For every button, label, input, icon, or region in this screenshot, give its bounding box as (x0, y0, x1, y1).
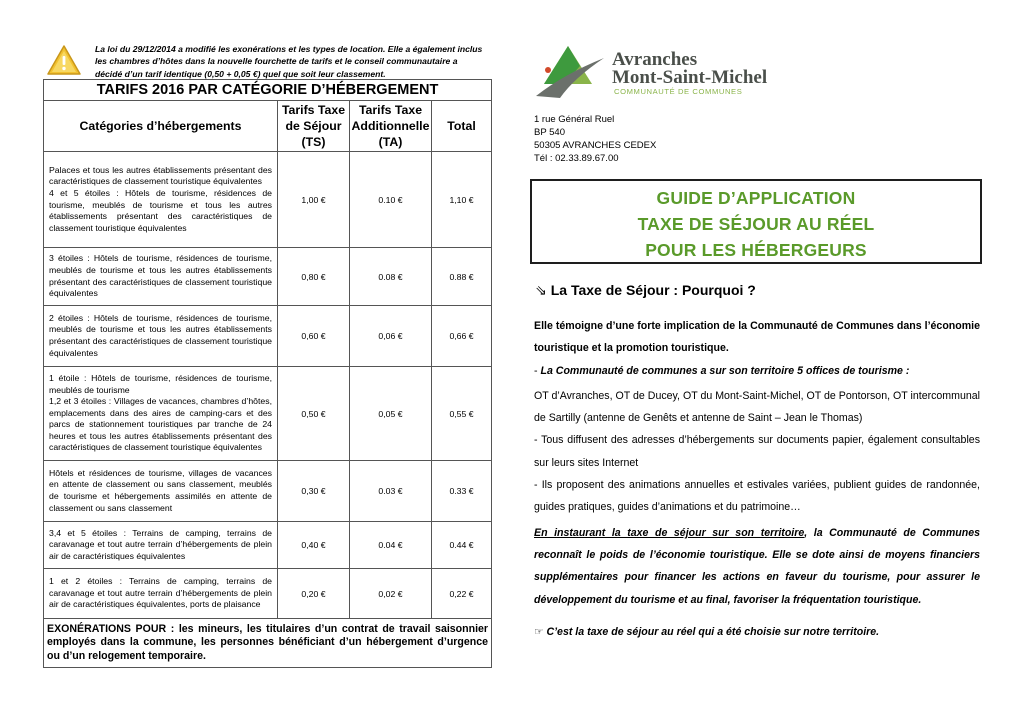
table-header-row (44, 101, 492, 152)
row-ta: 0,06 € (350, 306, 432, 367)
row-category: 1 et 2 étoiles : Terrains de camping, terrains de caravanage et tout autre terrain d’hébergements de plein air de caractéristiques équivalentes, ports de plaisance (44, 569, 278, 619)
row-ta: 0.10 € (350, 152, 432, 248)
row-total: 0,22 € (432, 569, 492, 619)
pointing-hand-icon: ☞ (534, 626, 544, 638)
bullet-diffusion: - Tous diffusent des adresses d’hébergements sur documents papier, également consultables sur leurs sites Internet (534, 434, 980, 469)
brand-name-line1: Avranches (612, 49, 698, 70)
row-ta: 0,05 € (350, 367, 432, 461)
closing-note: ☞ C’est la taxe de séjour au réel qui a été choisie sur notre territoire. (534, 626, 880, 638)
table-row (44, 461, 492, 522)
exonerations-note: EXONÉRATIONS POUR : les mineurs, les titulaires d’un contrat de travail saisonnier employés dans la commune, les personnes bénéficiant d’un hébergement d’urgence ou d’un relogement temporaire. (44, 619, 492, 668)
brand-subtitle: COMMUNAUTÉ DE COMMUNES (614, 87, 743, 96)
funding-paragraph: En instaurant la taxe de séjour sur son territoire, la Communauté de Communes reconnaît le poids de l’économie touristique. Elle se dote ainsi de moyens financiers supplémentaires pour financer les actions en faveur du tourisme, pour assurer le développement du tourisme et au final, favoriser la fréquentation touristique. (534, 526, 980, 606)
law-notice: La loi du 29/12/2014 a modifié les exonérations et les types de location. Elle a également inclus les chambres d’hôtes dans la nouvelle fourchette de tarifs et le conseil communautaire a décidé d’un tarif identique (0,50 + 0,05 €) quel que soit leur classement. (95, 44, 483, 79)
bullet-animations: - Ils proposent des animations annuelles et estivales variées, publient guides de randonnée, guides pratiques, guides d’animations et du patrimoine… (534, 479, 980, 514)
warning-icon (46, 44, 82, 76)
body-text (534, 315, 980, 611)
row-category: 1 étoile : Hôtels de tourisme, résidences de tourisme, meublés de tourisme 1,2 et 3 étoiles : Villages de vacances, chambres d’hôtes, emplacements dans des aires de camping-cars et des parcs de stationnement touristiques par tranche de 24 heures et tous les autres établissements présentant des caractéristiques de classement touristique équivalentes (44, 367, 278, 461)
arrow-icon: ⇘ (535, 282, 547, 298)
row-ta: 0.03 € (350, 461, 432, 522)
row-total: 0.44 € (432, 522, 492, 569)
row-ts: 0,30 € (278, 461, 350, 522)
address-street: 1 rue Général Ruel (534, 114, 615, 125)
header-ts: Tarifs Taxe de Séjour (TS) (278, 101, 350, 152)
row-total: 1,10 € (432, 152, 492, 248)
row-category: Palaces et tous les autres établissements présentant des caractéristiques de classement touristique équivalentes 4 et 5 étoiles : Hôtels de tourisme, résidences de tourisme, meublés de tourisme et tous les autres établissements présentant des caractéristiques de classement touristique équivalentes (44, 152, 278, 248)
offices-list: OT d’Avranches, OT de Ducey, OT du Mont-Saint-Michel, OT de Pontorson, OT intercommunal de Sartilly (antenne de Genêts et antenne de Saint – Jean le Thomas) (534, 389, 980, 425)
section-heading: ⇘ La Taxe de Séjour : Pourquoi ? (535, 282, 756, 298)
table-row (44, 522, 492, 569)
brand-name-line2: Mont-Saint-Michel (612, 67, 768, 88)
row-ts: 0,20 € (278, 569, 350, 619)
row-ts: 0,60 € (278, 306, 350, 367)
guide-title-line2: TAXE DE SÉJOUR AU RÉEL (637, 214, 875, 234)
table-row (44, 152, 492, 248)
row-ts: 0,40 € (278, 522, 350, 569)
guide-title-line3: POUR LES HÉBERGEURS (645, 240, 867, 260)
row-category: 3,4 et 5 étoiles : Terrains de camping, terrains de caravanage et tout autre terrain d’hébergements de plein air de caractéristiques équivalentes (44, 522, 278, 569)
table-title: TARIFS 2016 PAR CATÉGORIE D’HÉBERGEMENT (44, 80, 492, 101)
row-category: 2 étoiles : Hôtels de tourisme, résidences de tourisme, meublés de tourisme et tous les autres établissements présentant des caractéristiques de classement touristique équivalentes (44, 306, 278, 367)
row-ta: 0.04 € (350, 522, 432, 569)
row-ts: 0,50 € (278, 367, 350, 461)
row-ta: 0,02 € (350, 569, 432, 619)
header-ta: Tarifs Taxe Additionnelle (TA) (350, 101, 432, 152)
row-category: 3 étoiles : Hôtels de tourisme, résidences de tourisme, meublés de tourisme et tous les autres établissements présentant des caractéristiques de classement touristique équivalentes (44, 248, 278, 306)
header-category: Catégories d’hébergements (44, 101, 278, 152)
table-row (44, 569, 492, 619)
row-total: 0.88 € (432, 248, 492, 306)
row-ta: 0.08 € (350, 248, 432, 306)
address-city: 50305 AVRANCHES CEDEX (534, 140, 657, 151)
offices-title: - La Communauté de communes a sur son territoire 5 offices de tourisme : (534, 364, 910, 377)
row-total: 0,66 € (432, 306, 492, 367)
table-row (44, 306, 492, 367)
row-category: Hôtels et résidences de tourisme, villages de vacances en attente de classement ou sans classement, meublés de tourisme et hébergements assimilés en attente de classement ou sans classement (44, 461, 278, 522)
address-bp: BP 540 (534, 127, 565, 138)
guide-title-box (530, 179, 982, 264)
row-ts: 1,00 € (278, 152, 350, 248)
row-ts: 0,80 € (278, 248, 350, 306)
intro-paragraph: Elle témoigne d’une forte implication de la Communauté de Communes dans l’économie touristique et la promotion touristique. (534, 320, 980, 355)
header-total: Total (432, 101, 492, 152)
tariff-table (43, 79, 492, 668)
guide-title-line1: GUIDE D’APPLICATION (656, 188, 856, 208)
row-total: 0,55 € (432, 367, 492, 461)
address-block (534, 113, 656, 165)
logo-mark-icon (534, 44, 606, 100)
table-row (44, 248, 492, 306)
row-total: 0.33 € (432, 461, 492, 522)
table-row (44, 367, 492, 461)
address-phone: Tél : 02.33.89.67.00 (534, 153, 619, 164)
logo (534, 44, 794, 100)
